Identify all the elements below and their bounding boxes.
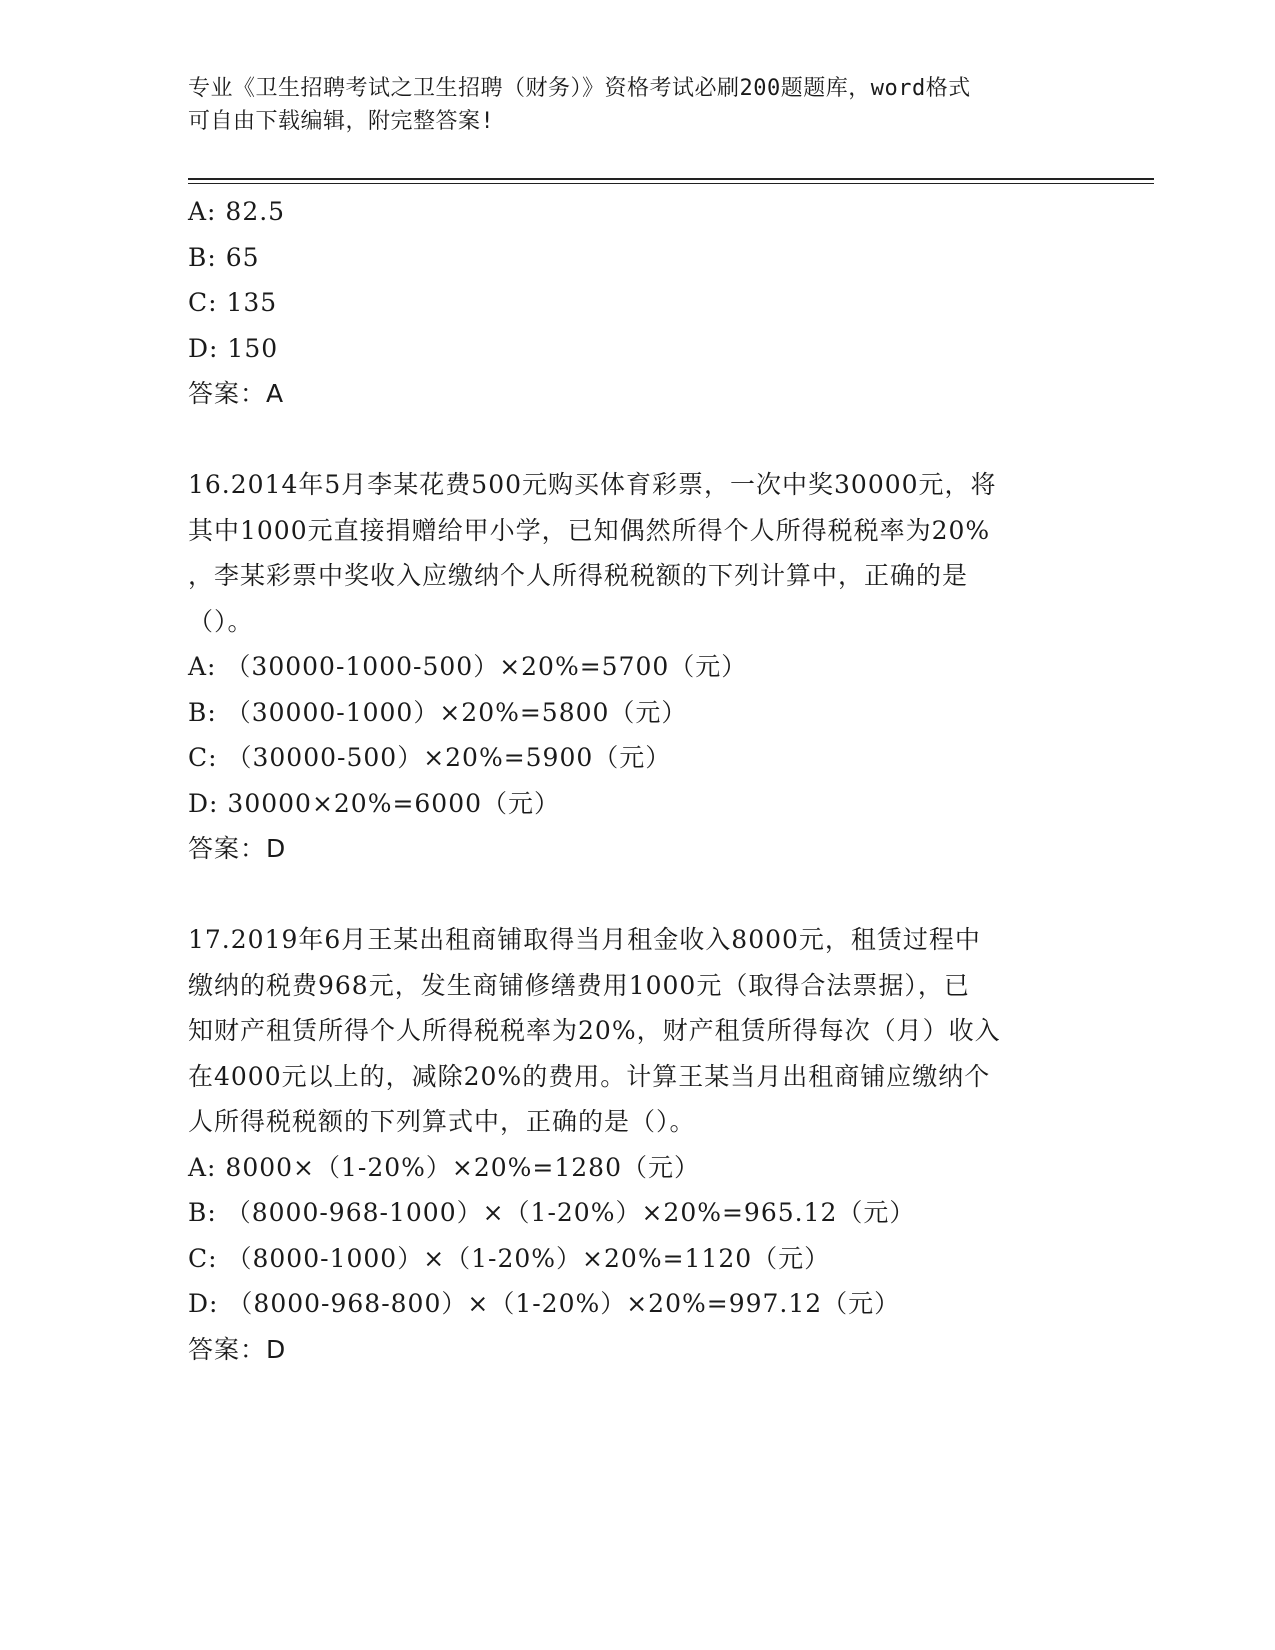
question-text-line: ，李某彩票中奖收入应缴纳个人所得税税额的下列计算中，正确的是 [188, 561, 969, 590]
document-header [188, 72, 1088, 138]
option-c: C: （8000-1000）×（1-20%）×20%=1120（元） [188, 1243, 831, 1273]
question-text-line: 人所得税税额的下列算式中，正确的是（）。 [188, 1107, 696, 1136]
question-text-line: 17.2019年6月王某出租商铺取得当月租金收入8000元，租赁过程中 [188, 925, 981, 954]
option-d: D: 150 [188, 333, 279, 363]
answer-label: 答案：A [188, 379, 285, 408]
question-text-line: 其中1000元直接捐赠给甲小学，已知偶然所得个人所得税税率为20% [188, 515, 991, 545]
question-text-line: 16.2014年5月李某花费500元购买体育彩票，一次中奖30000元，将 [188, 470, 997, 499]
prev-question-block [188, 189, 1088, 417]
header-divider-thin [188, 183, 1154, 184]
option-b: B: （8000-968-1000）×（1-20%）×20%=965.12（元） [188, 1198, 916, 1227]
question-16-block [188, 462, 1088, 872]
header-divider-thick [188, 178, 1154, 180]
option-b: B: （30000-1000）×20%=5800（元） [188, 697, 688, 727]
header-line: 专业《卫生招聘考试之卫生招聘（财务）》资格考试必刷200题题库，word格式 [188, 76, 971, 101]
question-17-block [188, 917, 1088, 1372]
spacer [188, 872, 1088, 918]
option-d: D: 30000×20%=6000（元） [188, 788, 561, 818]
option-b: B: 65 [188, 242, 260, 272]
spacer [188, 417, 1088, 463]
option-d: D: （8000-968-800）×（1-20%）×20%=997.12（元） [188, 1289, 901, 1318]
answer-label: 答案：D [188, 1334, 287, 1364]
option-a: A: 8000×（1-20%）×20%=1280（元） [188, 1152, 700, 1182]
header-line: 可自由下载编辑，附完整答案! [188, 109, 495, 134]
option-c: C: （30000-500）×20%=5900（元） [188, 743, 672, 772]
question-list [188, 189, 1088, 1372]
answer-label: 答案：D [188, 834, 287, 863]
option-c: C: 135 [188, 288, 278, 317]
option-a: A: （30000-1000-500）×20%=5700（元） [188, 652, 748, 681]
question-text-line: 在4000元以上的，减除20%的费用。计算王某当月出租商铺应缴纳个 [188, 1061, 991, 1091]
question-text-line: 知财产租赁所得个人所得税税率为20%，财产租赁所得每次（月）收入 [188, 1016, 1001, 1045]
question-text-line: （）。 [188, 606, 254, 636]
question-text-line: 缴纳的税费968元，发生商铺修缮费用1000元（取得合法票据），已 [188, 970, 970, 1000]
option-a: A: 82.5 [188, 197, 286, 226]
